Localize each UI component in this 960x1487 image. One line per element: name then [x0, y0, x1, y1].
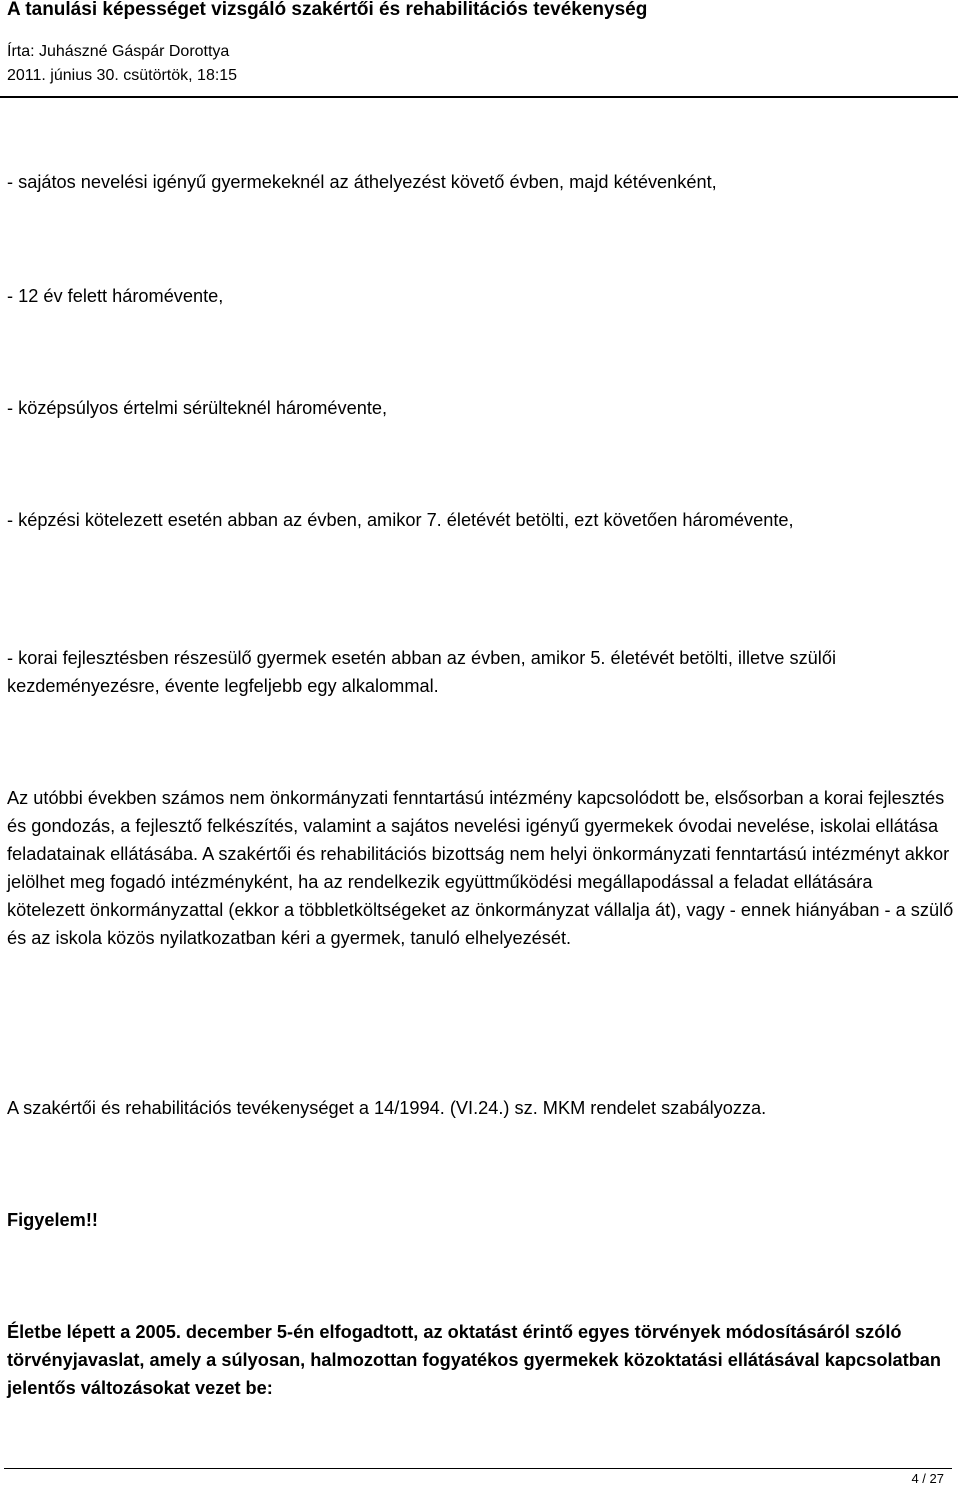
- bold-paragraph: Életbe lépett a 2005. december 5-én elfogadtott, az oktatást érintő egyes törvények módosításáról szóló törvényjavaslat, amely a súlyosan, halmozottan fogyatékos gyermekek közoktatási ellátásával kapcsolatban jelentős változásokat vezet be:: [7, 1322, 942, 1398]
- body-paragraph: A szakértői és rehabilitációs tevékenységet a 14/1994. (VI.24.) sz. MKM rendelet szabályozza.: [7, 1098, 767, 1118]
- document-header: [7, 0, 957, 88]
- header-divider: [0, 96, 958, 98]
- document-title: A tanulási képességet vizsgáló szakértői és rehabilitációs tevékenység: [7, 0, 648, 20]
- footer-divider: [4, 1468, 952, 1469]
- list-item: - sajátos nevelési igényű gyermekeknél az áthelyezést követő évben, majd kétévenként,: [7, 172, 717, 192]
- list-item: - középsúlyos értelmi sérülteknél háromévente,: [7, 398, 388, 418]
- date-line: 2011. június 30. csütörtök, 18:15: [7, 67, 238, 84]
- author-line: Írta: Juhászné Gáspár Dorottya: [7, 43, 230, 60]
- list-item: - képzési kötelezett esetén abban az évben, amikor 7. életévét betölti, ezt követően háromévente,: [7, 510, 794, 530]
- page-number: 4 / 27: [911, 1471, 944, 1486]
- list-item: - 12 év felett háromévente,: [7, 286, 224, 306]
- list-item: - korai fejlesztésben részesülő gyermek esetén abban az évben, amikor 5. életévét betölti, illetve szülői kezdeményezésre, évente legfeljebb egy alkalommal.: [7, 648, 836, 696]
- body-paragraph: Az utóbbi években számos nem önkormányzati fenntartású intézmény kapcsolódott be, elsősorban a korai fejlesztés és gondozás, a fejlesztő felkészítés, valamint a sajátos nevelési igényű gyermekek óvodai nevelése, iskolai ellátása feladatainak ellátásába. A szakértői és rehabilitációs bizottság nem helyi önkormányzati fenntartású intézményt akkor jelölhet meg fogadó intézményként, ha az rendelkezik együttműködési megállapodással a feladat ellátására kötelezett önkormányzattal (ekkor a többletköltségeket az önkormányzat vállalja át), vagy - ennek hiányában - a szülő és az iskola közös nyilatkozatban kéri a gyermek, tanuló elhelyezését.: [7, 788, 954, 948]
- notice-heading: Figyelem!!: [7, 1210, 98, 1230]
